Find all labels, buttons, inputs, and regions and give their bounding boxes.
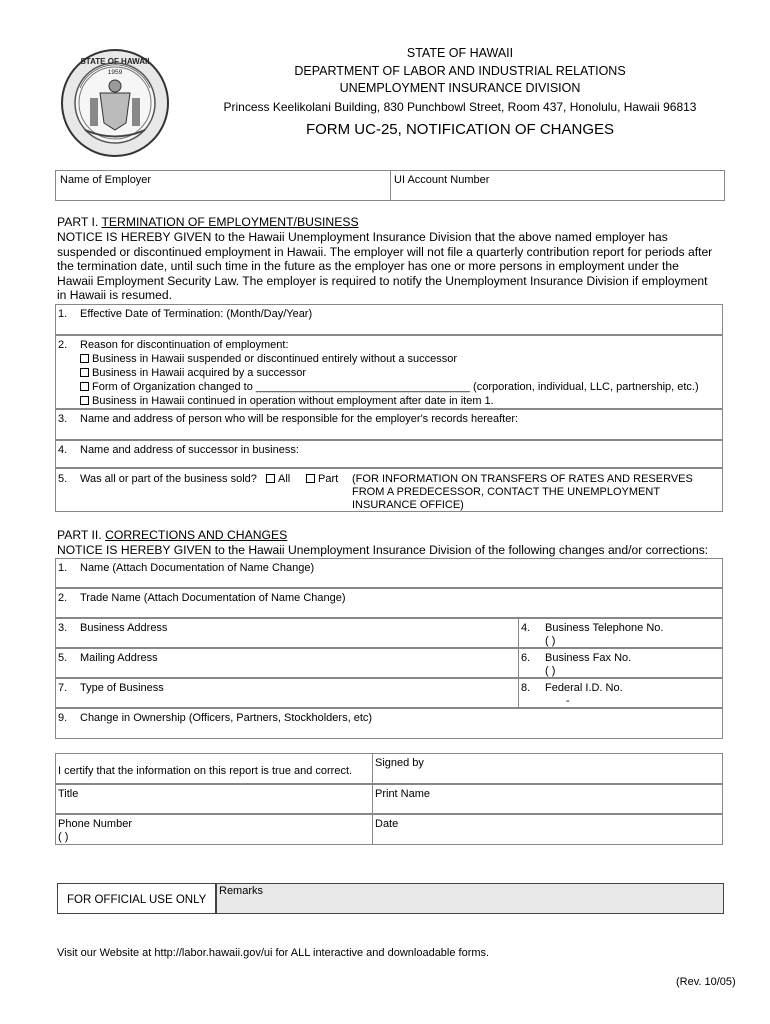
business-fax-field[interactable]: ( ) xyxy=(545,665,556,677)
official-use-label: FOR OFFICIAL USE ONLY xyxy=(67,894,207,906)
date-label: Date xyxy=(375,818,399,830)
reason-b[interactable]: Business in Hawaii acquired by a successor xyxy=(80,367,306,379)
part2-row-3-4: 3. Business Address 4. Business Telephone No. ( ) xyxy=(55,618,723,648)
phone-number-label: Phone Number xyxy=(58,818,132,830)
part2-row-5-6: 5. Mailing Address 6. Business Fax No. ( ) xyxy=(55,648,723,678)
business-fax-label: Business Fax No. xyxy=(545,652,632,664)
website-note: Visit our Website at http://labor.hawaii.gov/ui for ALL interactive and downloadable forms. xyxy=(57,947,490,959)
checkbox-icon xyxy=(80,396,89,405)
signed-by-field[interactable] xyxy=(375,770,720,782)
part1-item1[interactable]: 1. Effective Date of Termination: (Month/Day/Year) xyxy=(55,304,723,335)
certify-statement: I certify that the information on this report is true and correct. xyxy=(58,765,353,777)
sold-part-option[interactable]: Part xyxy=(306,473,338,485)
phone-number-field[interactable]: ( ) xyxy=(58,831,69,843)
part2-item9[interactable]: 9. Change in Ownership (Officers, Partners, Stockholders, etc) xyxy=(55,708,723,739)
part2-row-7-8: 7. Type of Business 8. Federal I.D. No. - xyxy=(55,678,723,708)
transfer-info: (FOR INFORMATION ON TRANSFERS OF RATES AND RESERVES FROM A PREDECESSOR, CONTACT THE UNEMPLOYMENT INSURANCE OFFICE) xyxy=(352,473,693,511)
part1-heading: PART I. TERMINATION OF EMPLOYMENT/BUSINESS xyxy=(57,215,359,229)
cert-row-2 xyxy=(55,784,723,814)
part2-heading: PART II. CORRECTIONS AND CHANGES xyxy=(57,528,288,542)
state-seal xyxy=(60,48,170,158)
part2-item2[interactable]: 2. Trade Name (Attach Documentation of Name Change) xyxy=(55,588,723,618)
employer-name-label: Name of Employer xyxy=(60,174,152,186)
part1-item4[interactable]: 4. Name and address of successor in business: xyxy=(55,440,723,468)
business-address-label: Business Address xyxy=(80,622,168,634)
header-division: UNEMPLOYMENT INSURANCE DIVISION xyxy=(339,81,581,95)
cert-row-3 xyxy=(55,814,723,845)
ui-account-field[interactable] xyxy=(393,186,721,200)
reason-d[interactable]: Business in Hawaii continued in operation without employment after date in item 1. xyxy=(80,395,494,407)
mailing-address-label: Mailing Address xyxy=(80,652,158,664)
business-telephone-field[interactable]: ( ) xyxy=(545,635,556,647)
header-department: DEPARTMENT OF LABOR AND INDUSTRIAL RELATIONS xyxy=(294,64,626,78)
remarks-label: Remarks xyxy=(219,885,264,897)
checkbox-icon xyxy=(80,354,89,363)
checkbox-icon xyxy=(80,382,89,391)
signed-by-label: Signed by xyxy=(375,757,424,769)
part1-item2: 2. Reason for discontinuation of employment: Business in Hawaii suspended or discontinued entirely without a successor Business in Hawaii acquired by a successor Form of Organization changed to ___________________________________ (corporation, individual, LLC, partnership, etc.) Business in Hawaii continued in operation without employment after date in item 1. xyxy=(55,335,723,409)
print-name-label: Print Name xyxy=(375,788,431,800)
part2-item1[interactable]: 1. Name (Attach Documentation of Name Change) xyxy=(55,558,723,588)
remarks-box[interactable] xyxy=(216,883,724,914)
part1-item5: 5. Was all or part of the business sold? All Part (FOR INFORMATION ON TRANSFERS OF RATES AND RESERVES FROM A PREDECESSOR, CONTACT THE UNEMPLOYMENT INSURANCE OFFICE) xyxy=(55,468,723,512)
employer-name-field[interactable] xyxy=(59,186,384,200)
type-of-business-label: Type of Business xyxy=(80,682,164,694)
checkbox-icon xyxy=(266,474,275,483)
checkbox-icon xyxy=(80,368,89,377)
part2-notice: NOTICE IS HEREBY GIVEN to the Hawaii Unemployment Insurance Division of the following changes and/or corrections: xyxy=(57,543,709,557)
revision: (Rev. 10/05) xyxy=(676,976,736,988)
federal-id-field[interactable]: - xyxy=(566,695,570,707)
header-state: STATE OF HAWAII xyxy=(406,46,514,60)
official-use-box xyxy=(57,883,216,914)
ui-account-label: UI Account Number xyxy=(394,174,490,186)
federal-id-label: Federal I.D. No. xyxy=(545,682,623,694)
reason-a[interactable]: Business in Hawaii suspended or discontinued entirely without a successor xyxy=(80,353,457,365)
title-label: Title xyxy=(58,788,79,800)
svg-text:STATE OF HAWAII: STATE OF HAWAII xyxy=(80,57,150,66)
reason-c[interactable]: Form of Organization changed to ___________________________________ (corporation, individual, LLC, partnership, etc.) xyxy=(80,381,699,393)
header-address: Princess Keelikolani Building, 830 Punchbowl Street, Room 437, Honolulu, Hawaii 96813 xyxy=(223,100,697,114)
form-title: FORM UC-25, NOTIFICATION OF CHANGES xyxy=(305,121,615,138)
sold-all-option[interactable]: All xyxy=(266,473,290,485)
svg-text:1959: 1959 xyxy=(107,69,123,76)
part1-item3[interactable]: 3. Name and address of person who will be responsible for the employer's records hereafter: xyxy=(55,409,723,440)
part1-notice: NOTICE IS HEREBY GIVEN to the Hawaii Unemployment Insurance Division that the above named employer has suspended or discontinued employment in Hawaii. The employer will not file a quarterly contribution report for periods after the termination date, until such time in the future as the employer has one or more persons in employment under the Hawaii Employment Security Law. The employer is required to notify the Unemployment Insurance Division if employment in Hawaii is resumed. xyxy=(57,230,713,303)
business-telephone-label: Business Telephone No. xyxy=(545,622,664,634)
checkbox-icon xyxy=(306,474,315,483)
